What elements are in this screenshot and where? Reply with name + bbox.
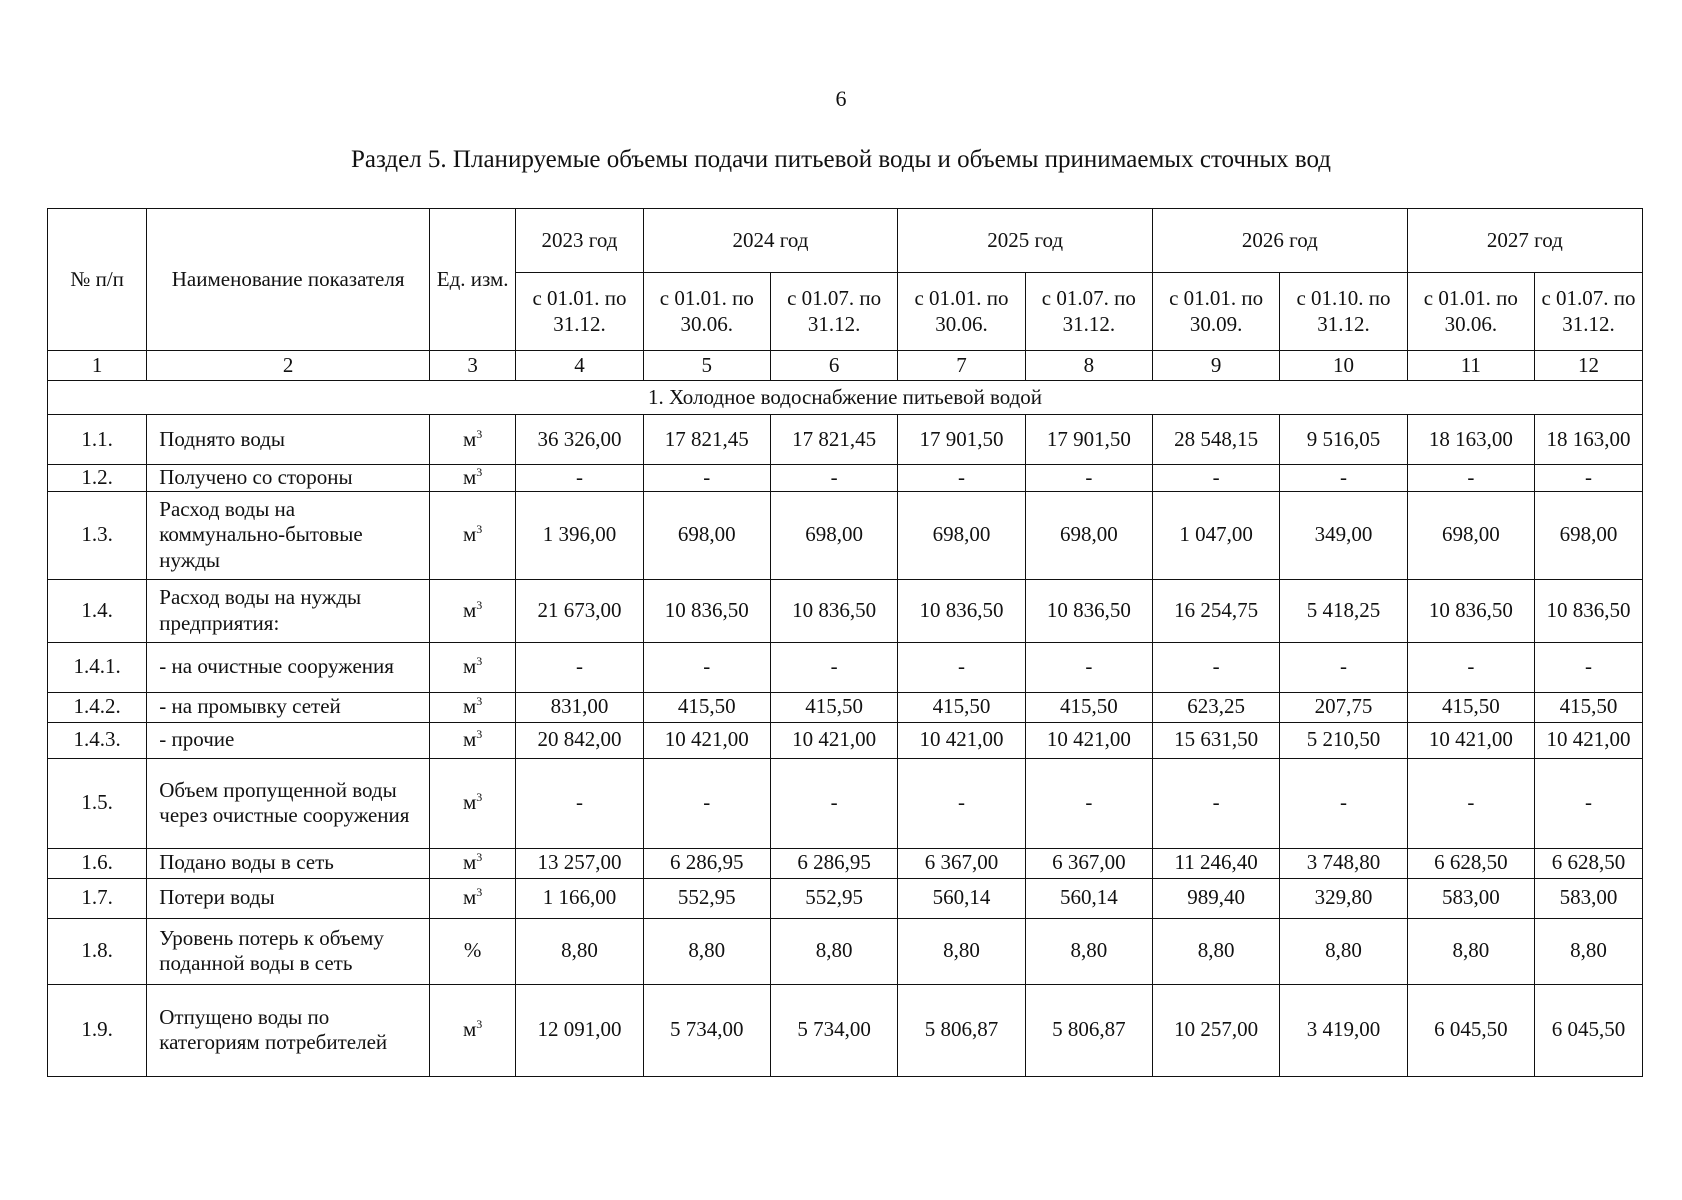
value-cell: -: [898, 642, 1025, 692]
indicator-name: Расход воды на нужды предприятия:: [147, 579, 430, 642]
table-row: [48, 848, 1643, 878]
unit-superscript: 3: [476, 465, 483, 479]
row-number: 1.1.: [48, 415, 147, 465]
value-cell: 11 246,40: [1152, 848, 1279, 878]
value-cell: 10 421,00: [1025, 722, 1152, 758]
value-cell: 6 045,50: [1407, 984, 1534, 1076]
value-cell: -: [898, 465, 1025, 492]
value-cell: -: [1025, 465, 1152, 492]
header-period: с 01.10. по 31.12.: [1280, 273, 1407, 351]
indicator-name: Поднято воды: [147, 415, 430, 465]
indicator-name: Объем пропущенной воды через очистные сооружения: [147, 758, 430, 848]
value-cell: -: [516, 758, 643, 848]
value-cell: 1 047,00: [1152, 491, 1279, 579]
table-row: [48, 692, 1643, 722]
unit-superscript: 3: [476, 727, 483, 742]
unit-cell: [429, 692, 515, 722]
value-cell: 21 673,00: [516, 579, 643, 642]
value-cell: 1 166,00: [516, 878, 643, 918]
table-body: [48, 415, 1643, 1077]
row-number: 1.4.3.: [48, 722, 147, 758]
value-cell: 415,50: [898, 692, 1025, 722]
header-year: 2025 год: [898, 209, 1153, 273]
value-cell: 583,00: [1407, 878, 1534, 918]
indicator-name: Подано воды в сеть: [147, 848, 430, 878]
indicator-name: Уровень потерь к объему поданной воды в сеть: [147, 918, 430, 984]
header-year: 2027 год: [1407, 209, 1642, 273]
value-cell: 18 163,00: [1534, 415, 1642, 465]
value-cell: 989,40: [1152, 878, 1279, 918]
row-number: 1.7.: [48, 878, 147, 918]
value-cell: -: [643, 758, 770, 848]
value-cell: 6 367,00: [1025, 848, 1152, 878]
column-number: 1: [48, 351, 147, 381]
unit-cell: [429, 722, 515, 758]
unit-label: м: [463, 850, 477, 875]
value-cell: -: [516, 642, 643, 692]
row-number: 1.2.: [48, 465, 147, 492]
value-cell: 3 748,80: [1280, 848, 1407, 878]
column-number: 7: [898, 351, 1025, 381]
header-period: с 01.01. по 30.06.: [898, 273, 1025, 351]
unit-label: м: [463, 885, 477, 910]
value-cell: 10 421,00: [643, 722, 770, 758]
row-number: 1.3.: [48, 491, 147, 579]
value-cell: 36 326,00: [516, 415, 643, 465]
value-cell: 583,00: [1534, 878, 1642, 918]
value-cell: 17 901,50: [898, 415, 1025, 465]
value-cell: 698,00: [643, 491, 770, 579]
unit-label: м: [463, 426, 477, 451]
value-cell: 698,00: [1534, 491, 1642, 579]
value-cell: 6 045,50: [1534, 984, 1642, 1076]
unit-label: м: [463, 1017, 477, 1042]
unit-superscript: 3: [476, 426, 483, 441]
unit-superscript: 3: [476, 522, 483, 537]
value-cell: 5 806,87: [1025, 984, 1152, 1076]
value-cell: 415,50: [1025, 692, 1152, 722]
value-cell: 28 548,15: [1152, 415, 1279, 465]
value-cell: 10 421,00: [1534, 722, 1642, 758]
value-cell: 8,80: [1152, 918, 1279, 984]
value-cell: 552,95: [643, 878, 770, 918]
table-row: [48, 415, 1643, 465]
table-row: [48, 491, 1643, 579]
header-period: с 01.01. по 30.09.: [1152, 273, 1279, 351]
value-cell: 8,80: [1534, 918, 1642, 984]
unit-superscript: 3: [476, 654, 483, 669]
indicator-name: - прочие: [147, 722, 430, 758]
value-cell: -: [1534, 465, 1642, 492]
value-cell: -: [770, 465, 897, 492]
column-number: 6: [770, 351, 897, 381]
value-cell: 1 396,00: [516, 491, 643, 579]
page-number: 6: [835, 86, 847, 111]
value-cell: 8,80: [516, 918, 643, 984]
value-cell: -: [1152, 642, 1279, 692]
column-number: 2: [147, 351, 430, 381]
value-cell: 415,50: [1534, 692, 1642, 722]
value-cell: 10 836,50: [1534, 579, 1642, 642]
value-cell: -: [643, 465, 770, 492]
section-title: Раздел 5. Планируемые объемы подачи питьевой воды и объемы принимаемых сточных вод: [350, 146, 1332, 173]
indicator-name: Расход воды на коммунально-бытовые нужды: [147, 491, 430, 579]
row-number: 1.5.: [48, 758, 147, 848]
header-period: с 01.01. по 30.06.: [643, 273, 770, 351]
unit-superscript: 3: [476, 850, 483, 865]
header-year: 2024 год: [643, 209, 898, 273]
column-number: 4: [516, 351, 643, 381]
unit-label: м: [463, 597, 477, 622]
value-cell: 5 734,00: [643, 984, 770, 1076]
value-cell: 8,80: [643, 918, 770, 984]
value-cell: -: [1025, 642, 1152, 692]
value-cell: 415,50: [1407, 692, 1534, 722]
value-cell: 6 628,50: [1534, 848, 1642, 878]
unit-superscript: 3: [476, 694, 483, 709]
value-cell: -: [1152, 465, 1279, 492]
unit-cell: [429, 878, 515, 918]
unit-cell: [429, 415, 515, 465]
value-cell: 20 842,00: [516, 722, 643, 758]
value-cell: 3 419,00: [1280, 984, 1407, 1076]
value-cell: 9 516,05: [1280, 415, 1407, 465]
row-number: 1.4.1.: [48, 642, 147, 692]
volumes-table: [47, 208, 1643, 1077]
value-cell: 5 806,87: [898, 984, 1025, 1076]
header-year: 2023 год: [516, 209, 643, 273]
unit-superscript: 3: [476, 885, 483, 900]
unit-cell: [429, 918, 515, 984]
value-cell: 207,75: [1280, 692, 1407, 722]
value-cell: 415,50: [770, 692, 897, 722]
value-cell: 10 836,50: [770, 579, 897, 642]
value-cell: 698,00: [1407, 491, 1534, 579]
value-cell: -: [1280, 465, 1407, 492]
row-number: 1.9.: [48, 984, 147, 1076]
value-cell: 6 286,95: [643, 848, 770, 878]
table-row: [48, 722, 1643, 758]
value-cell: 8,80: [770, 918, 897, 984]
value-cell: -: [1280, 758, 1407, 848]
value-cell: 17 901,50: [1025, 415, 1152, 465]
value-cell: -: [1407, 465, 1534, 492]
unit-cell: [429, 491, 515, 579]
value-cell: 560,14: [1025, 878, 1152, 918]
header-period: с 01.07. по 31.12.: [1534, 273, 1642, 351]
value-cell: 15 631,50: [1152, 722, 1279, 758]
value-cell: -: [643, 642, 770, 692]
unit-superscript: 3: [476, 790, 483, 805]
value-cell: 5 734,00: [770, 984, 897, 1076]
value-cell: 16 254,75: [1152, 579, 1279, 642]
column-number: 5: [643, 351, 770, 381]
value-cell: -: [898, 758, 1025, 848]
value-cell: 17 821,45: [770, 415, 897, 465]
column-number: 11: [1407, 351, 1534, 381]
unit-cell: [429, 642, 515, 692]
column-number: 9: [1152, 351, 1279, 381]
unit-label: м: [463, 654, 477, 679]
value-cell: 10 257,00: [1152, 984, 1279, 1076]
value-cell: -: [1534, 758, 1642, 848]
header-period: с 01.01. по 30.06.: [1407, 273, 1534, 351]
header-period: с 01.07. по 31.12.: [770, 273, 897, 351]
unit-cell: [429, 984, 515, 1076]
value-cell: -: [1025, 758, 1152, 848]
value-cell: 13 257,00: [516, 848, 643, 878]
indicator-name: Отпущено воды по категориям потребителей: [147, 984, 430, 1076]
value-cell: -: [1280, 642, 1407, 692]
value-cell: 10 836,50: [1025, 579, 1152, 642]
table-row: [48, 918, 1643, 984]
value-cell: 5 210,50: [1280, 722, 1407, 758]
section-heading: 1. Холодное водоснабжение питьевой водой: [48, 381, 1643, 415]
value-cell: 17 821,45: [643, 415, 770, 465]
value-cell: 415,50: [643, 692, 770, 722]
value-cell: -: [516, 465, 643, 492]
value-cell: 6 628,50: [1407, 848, 1534, 878]
table-row: [48, 984, 1643, 1076]
header-period: с 01.01. по 31.12.: [516, 273, 643, 351]
value-cell: 623,25: [1152, 692, 1279, 722]
unit-label: м: [463, 522, 477, 547]
header-row-column-numbers: [48, 351, 1643, 381]
table-row: [48, 642, 1643, 692]
value-cell: -: [1407, 642, 1534, 692]
header-row-years: [48, 209, 1643, 273]
value-cell: 349,00: [1280, 491, 1407, 579]
value-cell: -: [1534, 642, 1642, 692]
value-cell: 10 421,00: [1407, 722, 1534, 758]
value-cell: 10 836,50: [1407, 579, 1534, 642]
value-cell: 10 836,50: [643, 579, 770, 642]
unit-cell: [429, 758, 515, 848]
value-cell: 8,80: [1025, 918, 1152, 984]
unit-label: м: [463, 694, 477, 719]
value-cell: -: [770, 642, 897, 692]
header-num: № п/п: [48, 209, 147, 351]
section-heading-row: [48, 381, 1643, 415]
unit-label: м: [463, 465, 477, 489]
value-cell: 6 286,95: [770, 848, 897, 878]
value-cell: 18 163,00: [1407, 415, 1534, 465]
value-cell: 831,00: [516, 692, 643, 722]
value-cell: 10 421,00: [898, 722, 1025, 758]
value-cell: 10 836,50: [898, 579, 1025, 642]
column-number: 12: [1534, 351, 1642, 381]
value-cell: 8,80: [898, 918, 1025, 984]
value-cell: -: [770, 758, 897, 848]
indicator-name: Получено со стороны: [147, 465, 430, 492]
header-name: Наименование показателя: [147, 209, 430, 351]
table-row: [48, 579, 1643, 642]
value-cell: -: [1407, 758, 1534, 848]
indicator-name: Потери воды: [147, 878, 430, 918]
value-cell: -: [1152, 758, 1279, 848]
column-number: 3: [429, 351, 515, 381]
value-cell: 560,14: [898, 878, 1025, 918]
header-unit: Ед. изм.: [429, 209, 515, 351]
row-number: 1.4.: [48, 579, 147, 642]
value-cell: 10 421,00: [770, 722, 897, 758]
unit-label: м: [463, 727, 477, 752]
unit-cell: [429, 848, 515, 878]
indicator-name: - на очистные сооружения: [147, 642, 430, 692]
value-cell: 6 367,00: [898, 848, 1025, 878]
header-year: 2026 год: [1152, 209, 1407, 273]
table-row: [48, 878, 1643, 918]
unit-cell: [429, 465, 515, 492]
column-number: 10: [1280, 351, 1407, 381]
row-number: 1.4.2.: [48, 692, 147, 722]
value-cell: 12 091,00: [516, 984, 643, 1076]
value-cell: 698,00: [898, 491, 1025, 579]
unit-superscript: 3: [476, 597, 483, 612]
value-cell: 329,80: [1280, 878, 1407, 918]
value-cell: 8,80: [1280, 918, 1407, 984]
value-cell: 5 418,25: [1280, 579, 1407, 642]
row-number: 1.8.: [48, 918, 147, 984]
row-number: 1.6.: [48, 848, 147, 878]
value-cell: 698,00: [1025, 491, 1152, 579]
unit-label: %: [463, 938, 482, 963]
header-period: с 01.07. по 31.12.: [1025, 273, 1152, 351]
indicator-name: - на промывку сетей: [147, 692, 430, 722]
unit-cell: [429, 579, 515, 642]
table-row: [48, 758, 1643, 848]
unit-superscript: 3: [476, 1017, 483, 1032]
value-cell: 698,00: [770, 491, 897, 579]
table-row: [48, 465, 1643, 492]
value-cell: 552,95: [770, 878, 897, 918]
unit-label: м: [463, 790, 477, 815]
value-cell: 8,80: [1407, 918, 1534, 984]
column-number: 8: [1025, 351, 1152, 381]
